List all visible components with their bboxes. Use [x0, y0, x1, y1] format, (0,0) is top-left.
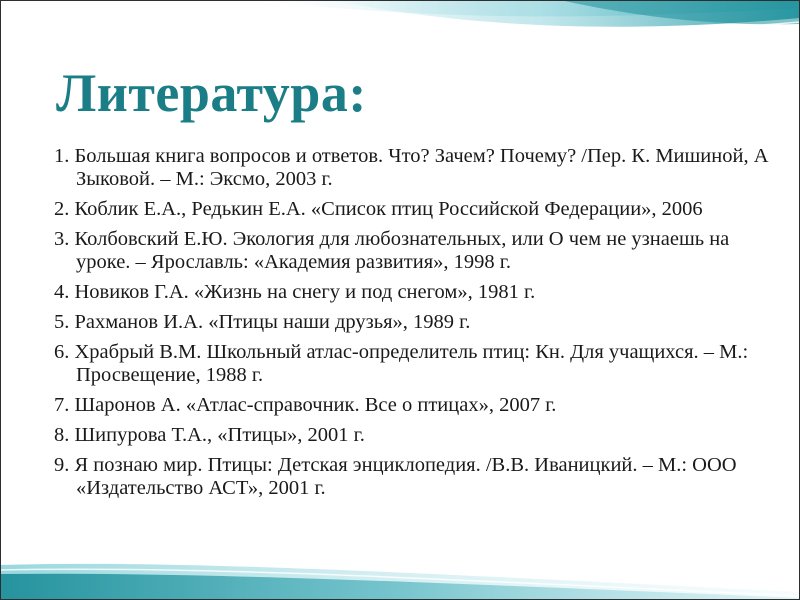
reference-list	[54, 145, 774, 507]
reference-item: 1. Большая книга вопросов и ответов. Что? Зачем? Почему? /Пер. К. Мишиной, А Зыковой. – М.: Эксмо, 2003 г.	[54, 145, 769, 190]
reference-item: 6. Храбрый В.М. Школьный атлас-определитель птиц: Кн. Для учащихся. – М.: Просвещение, 1988 г.	[54, 341, 749, 386]
reference-item: 5. Рахманов И.А. «Птицы наши друзья», 1989 г.	[54, 311, 471, 333]
reference-item: 4. Новиков Г.А. «Жизнь на снегу и под снегом», 1981 г.	[54, 281, 536, 303]
reference-item: 9. Я познаю мир. Птицы: Детская энциклопедия. /В.В. Иваницкий. – М.: ООО «Издательство АСТ», 2001 г.	[54, 454, 737, 499]
reference-item: 2. Коблик Е.А., Редькин Е.А. «Список птиц Российской Федерации», 2006	[54, 198, 703, 220]
page-title: Литература:	[56, 63, 367, 123]
reference-item: 8. Шипурова Т.А., «Птицы», 2001 г.	[54, 424, 365, 446]
reference-item: 7. Шаронов А. «Атлас-справочник. Все о птицах», 2007 г.	[54, 394, 557, 416]
reference-item: 3. Колбовский Е.Ю. Экология для любознательных, или О чем не узнаешь на уроке. – Ярославль: «Академия развития», 1998 г.	[54, 228, 730, 273]
